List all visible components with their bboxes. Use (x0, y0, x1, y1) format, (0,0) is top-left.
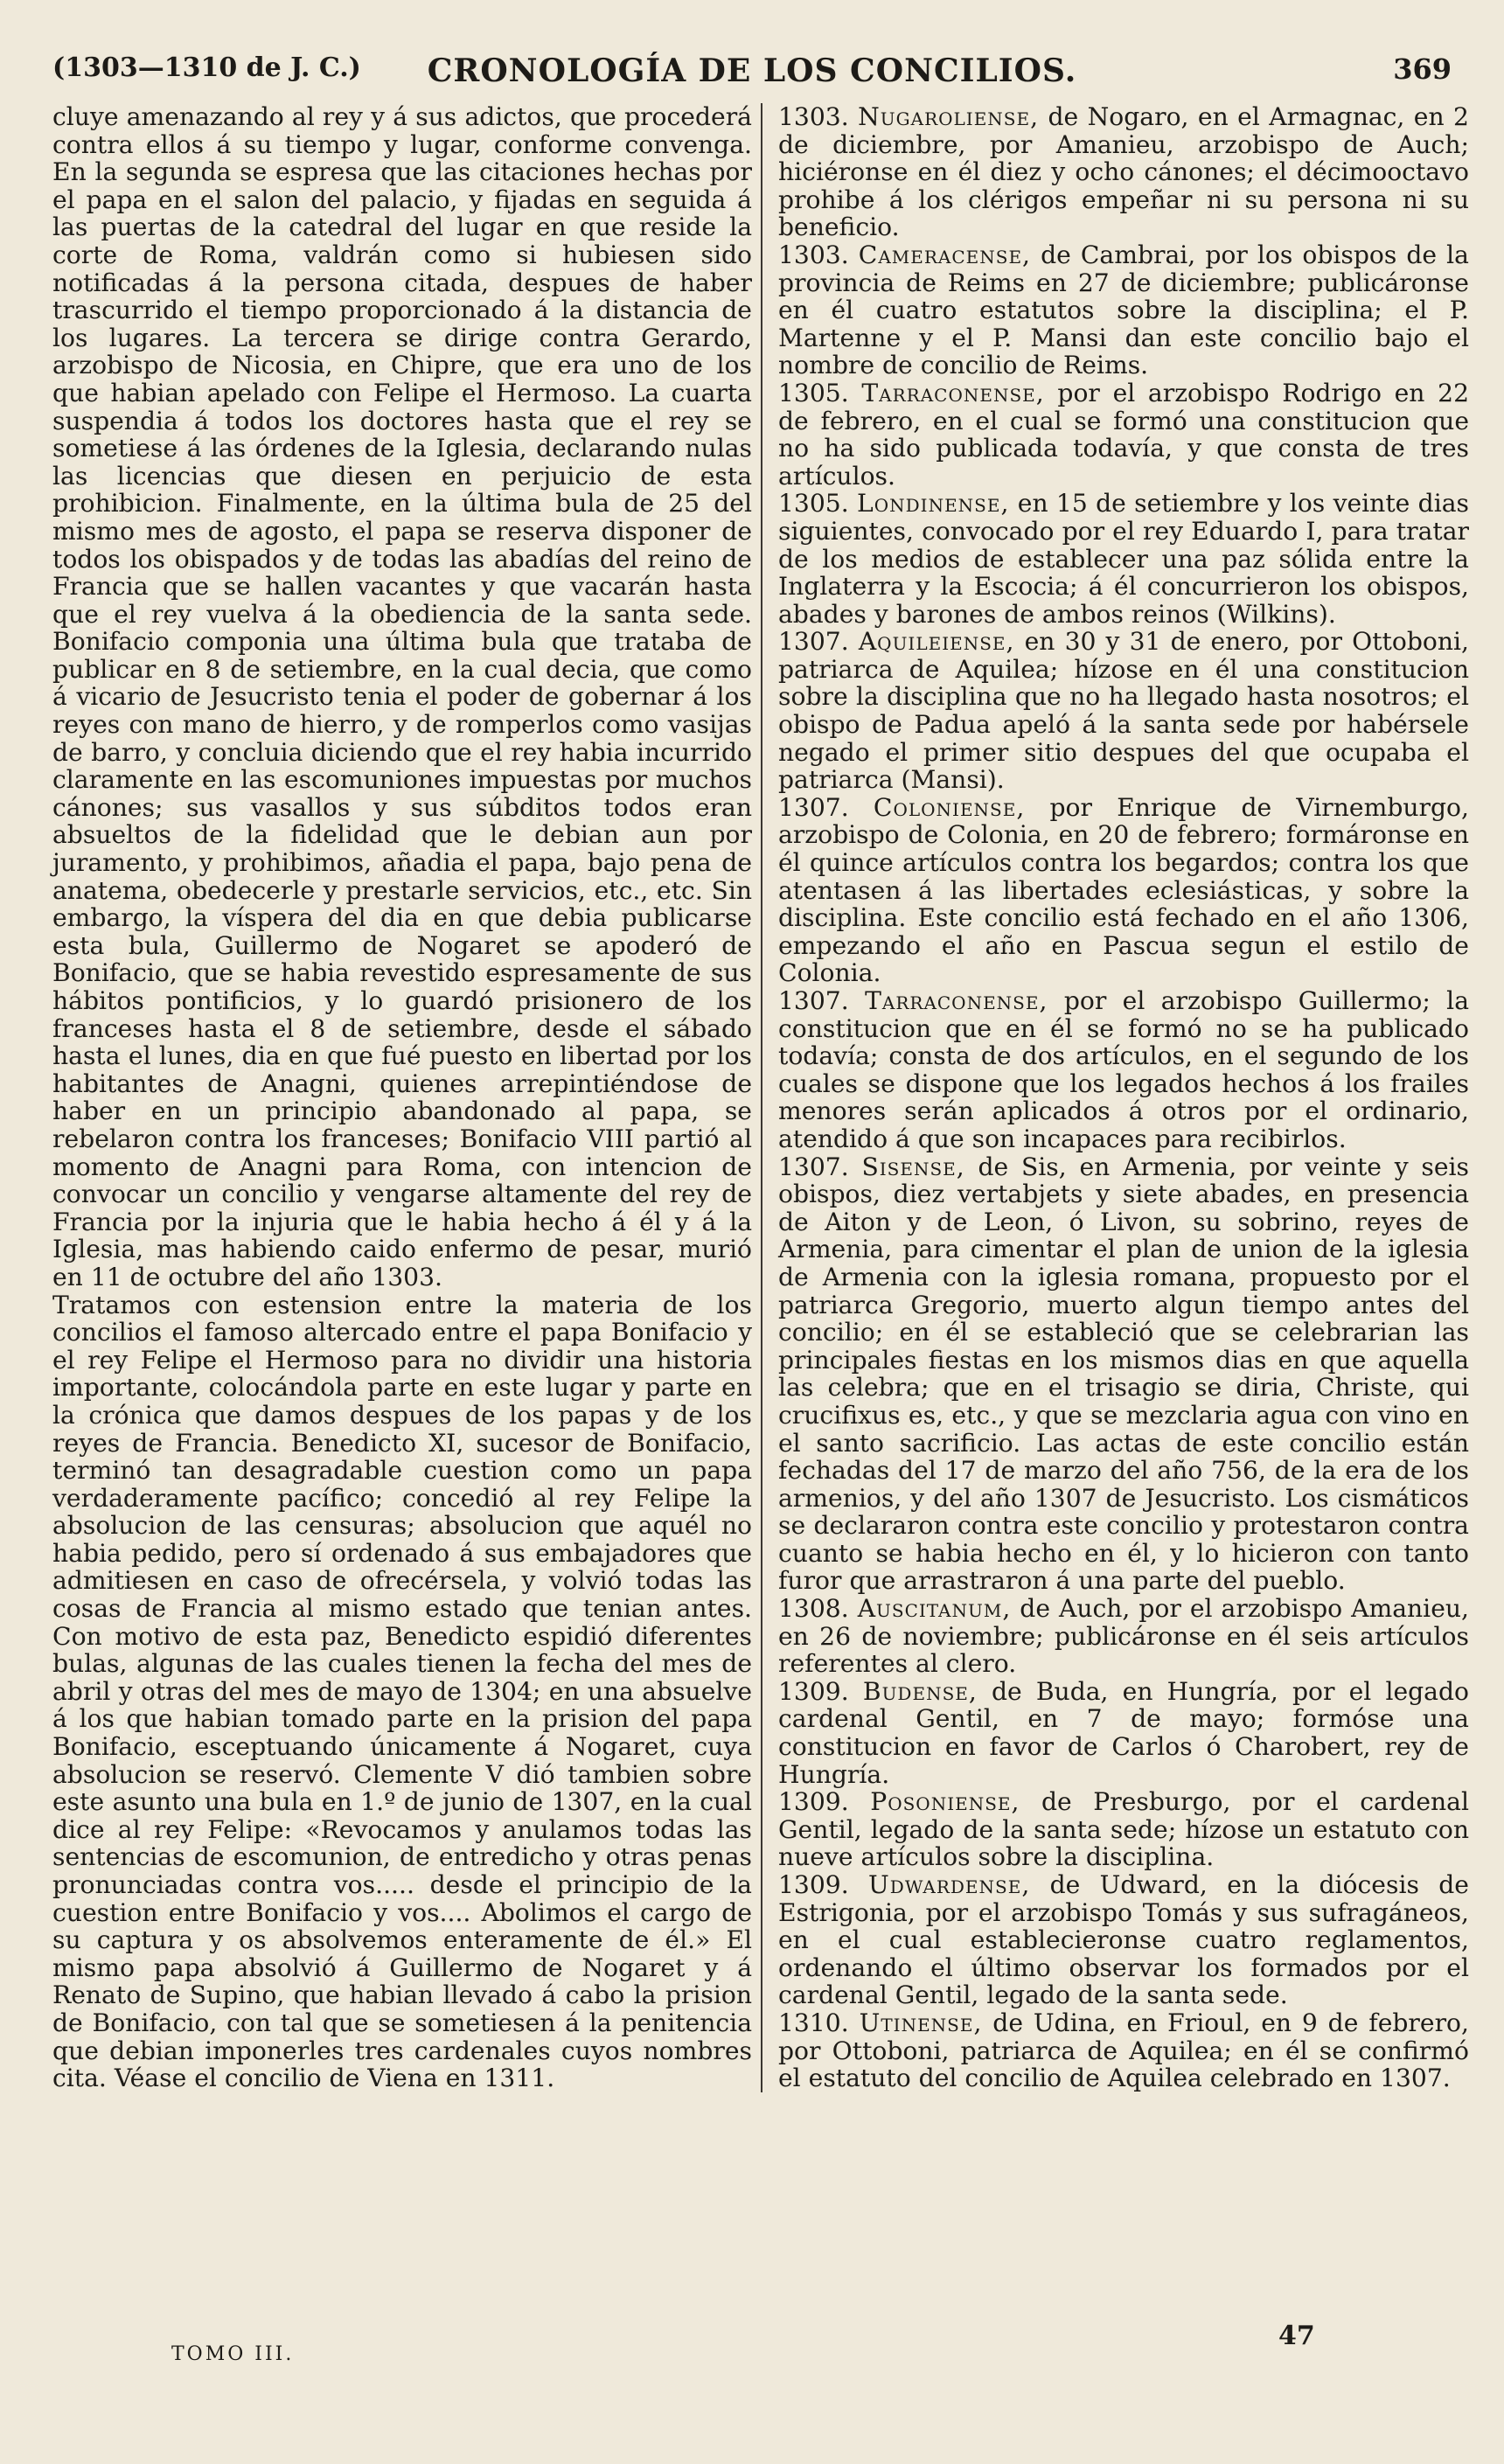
council-year: 1305. (778, 489, 849, 519)
council-name: Coloniense, (873, 792, 1026, 822)
council-year: 1303. (778, 102, 849, 131)
council-name: Budense, (862, 1676, 978, 1706)
council-year: 1308. (778, 1594, 849, 1624)
council-entry (778, 1871, 1469, 2009)
council-entry (778, 490, 1469, 628)
council-entry (778, 379, 1469, 490)
council-name: Nugaroliense, (858, 102, 1040, 131)
council-entry (778, 1153, 1469, 1596)
council-name: Tarraconense, (865, 986, 1048, 1015)
council-entry (778, 1788, 1469, 1871)
council-year: 1307. (778, 792, 849, 822)
council-entry (778, 794, 1469, 987)
council-entry (778, 2009, 1469, 2092)
signature-mark: 47 (1278, 2321, 1315, 2351)
council-name: Aquileiense, (858, 627, 1015, 657)
council-name: Cameracense, (858, 240, 1032, 269)
council-name: Utinense, (859, 2008, 983, 2037)
header-title: CRONOLOGÍA DE LOS CONCILIOS. (427, 52, 1077, 89)
council-year: 1307. (778, 1152, 849, 1181)
council-description: de Presburgo, por el cardenal Gentil, legado de la santa sede; hízose un estatuto con nueve artículos sobre la disciplina. (778, 1787, 1469, 1872)
council-name: Londinense, (857, 489, 1010, 519)
council-entry (778, 241, 1469, 379)
council-description: de Udina, en Frioul, en 9 de febrero, por Ottoboni, patriarca de Aquilea; en él se confirmó el estatuto del concilio de Aquilea celebrado en 1307. (778, 2008, 1469, 2093)
council-entry (778, 1678, 1469, 1788)
council-year: 1303. (778, 240, 849, 269)
council-description: por Enrique de Virnemburgo, arzobispo de Colonia, en 20 de febrero; formáronse en él quince artículos contra los begardos; contra los que atentasen á las libertades eclesiásticas, y sobre la disciplina. Este concilio está fechado en el año 1306, empezando el año en Pascua segun el estilo de Colonia. (778, 792, 1469, 988)
council-description: de Nogaro, en el Armagnac, en 2 de diciembre, por Amanieu, arzobispo de Auch; hiciéronse en él diez y ocho cánones; el décimooctavo prohibe á los clérigos empeñar ni su persona ni su beneficio. (778, 102, 1469, 242)
council-description: en 15 de setiembre y los veinte dias siguientes, convocado por el rey Eduardo I, para tratar de los medios de establecer una paz sólida entre la Inglaterra y la Escocia; á él concurrieron los obispos, abades y barones de ambos reinos (Wilkins). (778, 489, 1469, 629)
council-description: por el arzobispo Guillermo; la constitucion que en él se formó no se ha publicado todavía; consta de dos artículos, en el segundo de los cuales se dispone que los legados hechos á los frailes menores serán aplicados á otros por el ordinario, atendido á que son incapaces para recibirlos. (778, 986, 1469, 1153)
council-year: 1307. (778, 986, 849, 1015)
council-name: Sisense, (861, 1152, 965, 1181)
right-column (761, 103, 1469, 2092)
council-entry (778, 1595, 1469, 1678)
council-year: 1309. (778, 1676, 849, 1706)
council-description: de Udward, en la diócesis de Estrigonia, por el arzobispo Tomás y sus sufragáneos, en el cual establecieronse cuatro reglamentos, ordenando el último observar los formados por el cardenal Gentil, legado de la santa sede. (778, 1870, 1469, 2010)
left-column (52, 103, 752, 2092)
council-name: Tarraconense, (861, 378, 1045, 407)
council-description: de Cambrai, por los obispos de la provincia de Reims en 27 de diciembre; publicáronse en él cuatro estatutos sobre la disciplina; el P. Martenne y el P. Mansi dan este concilio bajo el nombre de concilio de Reims. (778, 240, 1469, 380)
council-year: 1309. (778, 1787, 849, 1817)
council-description: de Auch, por el arzobispo Amanieu, en 26 de noviembre; publicáronse en él seis artículos referentes al clero. (778, 1594, 1469, 1679)
council-description: de Sis, en Armenia, por veinte y seis obispos, diez vertabjets y siete abades, en presencia de Aiton y de Leon, ó Livon, su sobrino, reyes de Armenia, para cimentar el plan de union de la iglesia de Armenia con la iglesia romana, propuesto por el patriarca Gregorio, muerto algun tiempo antes del concilio; en él se estableció que se celebrarian las principales fiestas en los mismos dias en que aquella las celebra; que en el trisagio se diria, Christe, qui crucifixus es, etc., y que se mezclaria agua con vino en el santo sacrificio. Las actas de este concilio están fechadas del 17 de marzo del año 756, de la era de los armenios, y del año 1307 de Jesucristo. Los cismáticos se declararon contra este concilio y protestaron contra cuanto se habia hecho en él, y lo hicieron con tanto furor que arrastraron á una parte del pueblo. (778, 1152, 1469, 1596)
council-year: 1310. (778, 2008, 849, 2037)
council-description: de Buda, en Hungría, por el legado cardenal Gentil, en 7 de mayo; formóse una constitucion en favor de Carlos ó Charobert, rey de Hungría. (778, 1676, 1470, 1789)
volume-footer: TOMO III. (171, 2343, 295, 2365)
council-entry (778, 987, 1469, 1153)
left-paragraph-2: Tratamos con estension entre la materia de los concilios el famoso altercado entre el papa Bonifacio y el rey Felipe el Hermoso para no dividir una historia importante, colocándola parte en este lugar y parte en la crónica que damos despues de los papas y de los reyes de Francia. Benedicto XI, sucesor de Bonifacio, terminó tan desagradable cuestion como un papa verdaderamente pacífico; concedió al rey Felipe la absolucion de las censuras; absolucion que aquél no habia pedido, pero sí ordenado á sus embajadores que admitiesen en caso de ofrecérsela, y volvió todas las cosas de Francia al mismo estado que tenian antes. Con motivo de esta paz, Benedicto espidió diferentes bulas, algunas de las cuales tienen la fecha del mes de abril y otras del mes de mayo de 1304; en una absuelve á los que habian tomado parte en la prision del papa Bonifacio, esceptuando únicamente á Nogaret, cuya absolucion se reservó. Clemente V dió tambien sobre este asunto una bula en 1.º de junio de 1307, en la cual dice al rey Felipe: «Revocamos y anulamos todas las sentencias de escomunion, de entredicho y otras penas pronunciadas contra vos..... desde el principio de la cuestion entre Bonifacio y vos.... Abolimos el cargo de su captura y os absolvemos enteramente de él.» El mismo papa absolvió á Guillermo de Nogaret y á Renato de Supino, que habian llevado á cabo la prision de Bonifacio, con tal que se sometiesen á la penitencia que debian imponerles tres cardenales cuyos nombres cita. Véase el concilio de Viena en 1311. (52, 1290, 752, 2093)
council-description: por el arzobispo Rodrigo en 22 de febrero, en el cual se formó una constitucion que no ha sido publicada todavía, y que consta de tres artículos. (778, 378, 1469, 491)
left-paragraph-1: cluye amenazando al rey y á sus adictos, que procederá contra ellos á su tiempo y lugar, conforme convenga. En la segunda se espresa que las citaciones hechas por el papa en el salon del palacio, y fijadas en seguida á las puertas de la catedral del lugar en que reside la corte de Roma, valdrán como si hubiesen sido notificadas á la persona citada, despues de haber trascurrido el tiempo proporcionado á la distancia de los lugares. La tercera se dirige contra Gerardo, arzobispo de Nicosia, en Chipre, que era uno de los que habian apelado con Felipe el Hermoso. La cuarta suspendia á todos los doctores hasta que el rey se sometiese á las órdenes de la Iglesia, declarando nulas las licencias que diesen en perjuicio de esta prohibicion. Finalmente, en la última bula de 25 del mismo mes de agosto, el papa se reserva disponer de todos los obispados y de todas las abadías del reino de Francia que se hallen vacantes y que vacarán hasta que el rey vuelva á la obediencia de la santa sede. Bonifacio componia una última bula que trataba de publicar en 8 de setiembre, en la cual decia, que como á vicario de Jesucristo tenia el poder de gobernar á los reyes con mano de hierro, y de romperlos como vasijas de barro, y concluia diciendo que el rey habia incurrido claramente en las escomuniones impuestas por muchos cánones; sus vasallos y sus súbditos todos eran absueltos de la fidelidad que le debian aun por juramento, y prohibimos, añadia el papa, bajo pena de anatema, obedecerle y prestarle servicios, etc., etc. Sin embargo, la víspera del dia en que debia publicarse esta bula, Guillermo de Nogaret se apoderó de Bonifacio, que se habia revestido espresamente de sus hábitos pontificios, y lo guardó prisionero de los franceses hasta el 8 de setiembre, desde el sábado hasta el lunes, dia en que fué puesto en libertad por los habitantes de Anagni, quienes arrepintiéndose de haber en un principio abandonado al papa, se rebelaron contra los franceses; Bonifacio VIII partió al momento de Anagni para Roma, con intencion de convocar un concilio y vengarse altamente del rey de Francia por la injuria que le habia hecho á él y á la Iglesia, mas habiendo caido enfermo de pesar, murió en 11 de octubre del año 1303. (52, 102, 752, 1291)
council-entry (778, 628, 1469, 794)
running-header (52, 52, 1452, 105)
council-year: 1309. (778, 1870, 849, 1899)
council-name: Posoniense, (870, 1787, 1020, 1817)
header-date-range: (1303—1310 de J. C.) (52, 52, 361, 83)
council-year: 1305. (778, 378, 849, 407)
council-name: Auscitanum, (857, 1594, 1012, 1624)
council-year: 1307. (778, 627, 849, 657)
council-entry (778, 103, 1469, 241)
page-number: 369 (1393, 52, 1452, 86)
council-description: en 30 y 31 de enero, por Ottoboni, patriarca de Aquilea; hízose en él una constitucion sobre la disciplina que no ha llegado hasta nosotros; el obispo de Padua apeló á la santa sede por habérsele negado el primer sitio despues del que ocupaba el patriarca (Mansi). (778, 627, 1469, 795)
council-name: Udwardense, (868, 1870, 1031, 1899)
